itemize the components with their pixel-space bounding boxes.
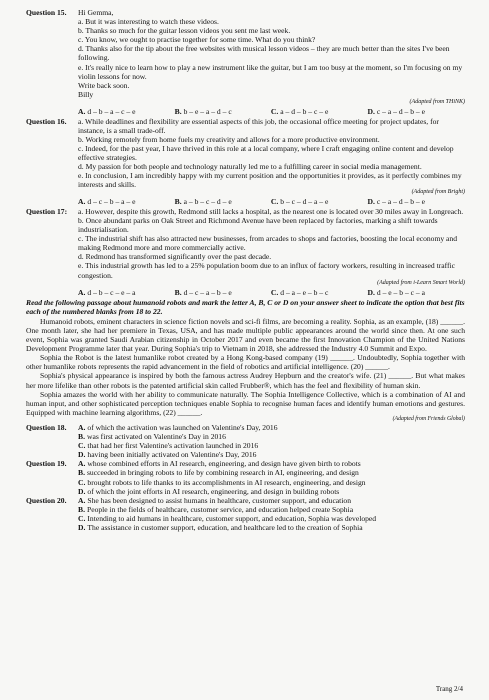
option-b[interactable]: B. was first activated on Valentine's Day in 2016 <box>78 432 226 442</box>
letter-line: Write back soon. <box>78 80 130 90</box>
source-note: (Adapted from Bright) <box>411 189 465 196</box>
letter-line: c. You know, we ought to practise together for some time. What do you think? <box>78 35 316 45</box>
question-19 <box>26 459 465 495</box>
option-c[interactable]: C. brought robots to life thanks to its accomplishments in AI research, engineering, and design <box>78 477 366 487</box>
letter-line: a. But it was interesting to watch these videos. <box>78 17 219 27</box>
question-16 <box>26 117 465 207</box>
sentence-line: b. Working remotely from home fuels my creativity and allows for a more productive environment. <box>78 134 380 144</box>
sentence-line: e. This industrial growth has led to a 25% population boom due to an influx of factory workers, resulting in increased traffic congestion. <box>78 261 455 280</box>
sentence-line: e. In conclusion, I am incredibly happy with my current position and the opportunities it provides, as it perfectly combines my interests and skills. <box>78 171 462 190</box>
section-instruction: Read the following passage about humanoid robots and mark the letter A, B, C or D on your answer sheet to indicate the option that best fits each of the numbered blanks from 18 to 22. <box>26 297 465 316</box>
option-d[interactable]: D. of which the joint efforts in AI research, engineering, and design in building robots <box>78 486 340 496</box>
letter-line: Billy <box>78 89 94 99</box>
option-c[interactable]: C. that had her first Valentine's activation launched in 2016 <box>78 441 259 451</box>
sentence-line: c. The industrial shift has also attracted new businesses, from arcades to shops and factories, boosting the local economy and making Redmond more and more commercially active. <box>78 234 458 253</box>
option-b[interactable]: B. succeeded in bringing robots to life by combining research in AI, engineering, and design <box>78 468 359 478</box>
passage-paragraph: Sophia amazes the world with her ability to communicate naturally. The Sophia Intelligence Collective, which is a combination of AI and human input, and other sophisticated perception techniques enable Sophia to recognise human faces and identify human emotions and gestures. Equipped with machine learning algorithms, (22) ______. <box>26 389 465 417</box>
option-c[interactable]: C. b – c – d – a – e <box>270 197 329 207</box>
question-18 <box>26 423 465 459</box>
letter-line: e. It's really nice to learn how to play a new instrument like the guitar, but I am too busy at the moment, so I'm focusing on my violin lessons for now. <box>78 62 463 81</box>
source-note: (Adapted from i-Learn Smart World) <box>377 279 465 286</box>
answer-options <box>78 197 465 206</box>
option-a[interactable]: A. d – b – a – c – e <box>78 106 136 116</box>
question-label: Question 20. <box>26 495 67 505</box>
option-b[interactable]: B. d – c – a – b – e <box>174 287 232 297</box>
sentence-line: a. While deadlines and flexibility are essential aspects of this job, the occasional office meeting for project updates, for instance, is a small trade-off. <box>78 116 439 135</box>
passage-paragraph: Sophia's physical appearance is inspired by both the famous actress Audrey Hepburn and the creator's wife. (21) ______. But what makes her more lifelike than other robots is the patented artificial skin called Frubber®, which has the feel and flexibility of human skin. <box>26 371 465 390</box>
option-a[interactable]: A. of which the activation was launched on Valentine's Day, 2016 <box>78 422 278 432</box>
option-d[interactable]: D. having been initially activated on Valentine's Day, 2016 <box>78 450 257 460</box>
sentence-line: a. However, despite this growth, Redmond still lacks a hospital, as the nearest one is located over 30 miles away in Longreach. <box>78 206 464 216</box>
sentence-line: c. Indeed, for the past year, I have thrived in this role at a local company, where I craft engaging online content and develop effective strategies. <box>78 143 454 162</box>
letter-line: d. Thanks also for the tip about the free websites with musical lesson videos – they are much better than the sites I've been following. <box>78 44 450 63</box>
question-17 <box>26 207 465 297</box>
question-label: Question 18. <box>26 422 67 432</box>
question-label: Question 16. <box>26 116 67 126</box>
option-a[interactable]: A. d – b – c – e – a <box>78 287 136 297</box>
question-20 <box>26 496 465 532</box>
answer-options <box>78 288 465 297</box>
option-b[interactable]: B. b – e – a – d – c <box>174 106 232 116</box>
sentence-line: d. Redmond has transformed significantly over the past decade. <box>78 252 272 262</box>
option-c[interactable]: C. Intending to aid humans in healthcare, customer support, and education, Sophia was developed <box>78 513 377 523</box>
option-b[interactable]: B. People in the fields of healthcare, customer service, and education helped create Sophia <box>78 504 354 514</box>
option-d[interactable]: D. d – e – b – c – a <box>367 287 425 297</box>
passage-paragraph: Sophia the Robot is the latest humanlike robot created by a Hong Kong-based company (19) ______. Undoubtedly, Sophia together with other humanlike robots represents the rapid advancement in the field of robotics and artificial intelligence. (20) ______. <box>26 353 465 372</box>
source-note: (Adapted from THiNK) <box>409 98 465 105</box>
letter-line: b. Thanks so much for the guitar lesson videos you sent me last week. <box>78 26 291 36</box>
question-label: Question 15. <box>26 8 67 17</box>
question-15 <box>26 8 465 116</box>
option-b[interactable]: B. a – b – c – d – e <box>174 197 232 207</box>
source-note: (Adapted from Friends Global) <box>392 415 465 422</box>
question-label: Question 17: <box>26 206 68 216</box>
option-d[interactable]: D. c – a – d – b – e <box>367 197 425 207</box>
sentence-line: d. My passion for both people and technology naturally led me to a fulfilling career in social media management. <box>78 162 422 171</box>
answer-options <box>78 107 465 116</box>
passage-paragraph: Humanoid robots, eminent characters in science fiction novels and sci-fi films, are becoming a reality. Sophia, as an example, (18) ______. One month later, she had her premiere in Texas, USA, and has made multiple public appearances around the world since then. At one such event, Sophia was granted Saudi Arabian citizenship in October 2017 and even became the first Innovation Champion of the United Nations Development Programme later that year. During Sophia's trip to Vietnam in 2018, she addressed the Industry 4.0 Summit and Expo. <box>26 316 465 354</box>
option-a[interactable]: A. d – c – b – a – e <box>78 197 136 207</box>
option-d[interactable]: D. c – a – d – b – e <box>367 106 425 116</box>
letter-line: Hi Gemma, <box>78 8 114 17</box>
option-c[interactable]: C. a – d – b – c – e <box>270 106 329 116</box>
option-d[interactable]: D. The assistance in customer support, education, and healthcare led to the creation of Sophia <box>78 522 363 532</box>
sentence-line: b. Once abundant parks on Oak Street and Richmond Avenue have been replaced by factories, marking a shift towards industrialisation. <box>78 215 438 235</box>
option-a[interactable]: A. whose combined efforts in AI research, engineering, and design have given birth to robots <box>78 459 361 469</box>
option-c[interactable]: C. d – a – e – b – c <box>270 287 329 297</box>
option-a[interactable]: A. She has been designed to assist humans in healthcare, customer support, and education <box>78 495 351 505</box>
page-number: Trang 2/4 <box>435 684 463 693</box>
question-label: Question 19. <box>26 459 67 469</box>
